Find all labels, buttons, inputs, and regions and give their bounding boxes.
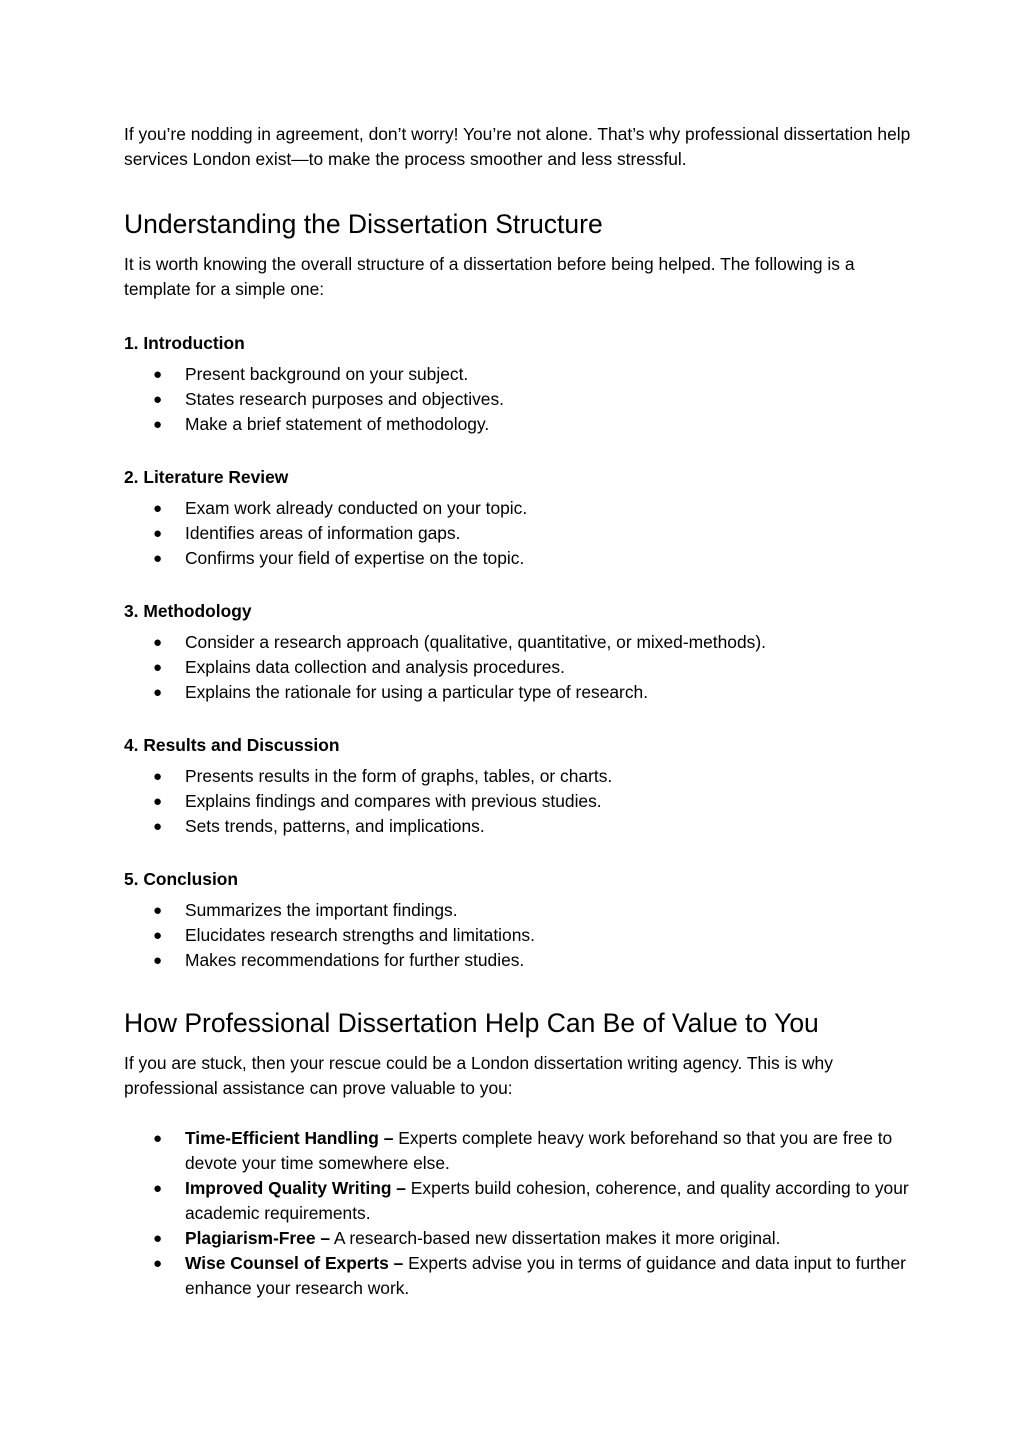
list-item-text: Present background on your subject. [185, 364, 469, 384]
list-item-text: Explains findings and compares with previous studies. [185, 791, 602, 811]
list-item-label: Wise Counsel of Experts – [185, 1253, 404, 1273]
list-item-text: Explains the rationale for using a particular type of research. [185, 682, 649, 702]
list-item-text: Exam work already conducted on your topic. [185, 498, 528, 518]
bullet-icon: ● [153, 927, 163, 944]
list-item [124, 1251, 914, 1301]
bullet-icon: ● [153, 1230, 163, 1247]
bullet-icon: ● [153, 634, 163, 651]
section-introduction [124, 331, 914, 437]
list-item [124, 362, 914, 387]
list-item [124, 546, 914, 571]
list-item [124, 814, 914, 839]
list-item-text: Presents results in the form of graphs, tables, or charts. [185, 766, 613, 786]
bullet-icon: ● [153, 818, 163, 835]
list-item [124, 630, 914, 655]
list-item-text: Makes recommendations for further studies. [185, 950, 525, 970]
list-item-text: Sets trends, patterns, and implications. [185, 816, 485, 836]
bullet-icon: ● [153, 793, 163, 810]
value-paragraph: If you are stuck, then your rescue could be a London dissertation writing agency. This is why professional assistance can prove valuable to you: [124, 1053, 833, 1098]
list-item [124, 1176, 914, 1226]
section-title: 1. Introduction [124, 333, 245, 353]
list-item-text: Experts complete heavy work beforehand so that you are free to devote your time somewhere else. [185, 1128, 893, 1173]
bullet-icon: ● [153, 366, 163, 383]
list-item [124, 521, 914, 546]
structure-heading: Understanding the Dissertation Structure [124, 209, 603, 239]
section-title: 3. Methodology [124, 601, 252, 621]
list-item [124, 680, 914, 705]
bullet-icon: ● [153, 391, 163, 408]
section-list [124, 898, 914, 973]
value-heading: How Professional Dissertation Help Can Be of Value to You [124, 1008, 819, 1038]
section-conclusion [124, 867, 914, 973]
bullet-icon: ● [153, 416, 163, 433]
list-item [124, 898, 914, 923]
section-title: 4. Results and Discussion [124, 735, 340, 755]
section-title: 2. Literature Review [124, 467, 289, 487]
list-item-label: Plagiarism-Free – [185, 1228, 330, 1248]
bullet-icon: ● [153, 1130, 163, 1147]
list-item-text: Explains data collection and analysis procedures. [185, 657, 565, 677]
section-list [124, 496, 914, 571]
section-title: 5. Conclusion [124, 869, 239, 889]
list-item-text: Summarizes the important findings. [185, 900, 458, 920]
section-methodology [124, 599, 914, 705]
list-item [124, 764, 914, 789]
bullet-icon: ● [153, 952, 163, 969]
list-item [124, 496, 914, 521]
list-item [124, 412, 914, 437]
list-item-text: Consider a research approach (qualitative, quantitative, or mixed-methods). [185, 632, 766, 652]
list-item-text: States research purposes and objectives. [185, 389, 505, 409]
section-list [124, 764, 914, 839]
bullet-icon: ● [153, 1180, 163, 1197]
list-item-text: Identifies areas of information gaps. [185, 523, 461, 543]
list-item [124, 1226, 914, 1251]
list-item-text: Experts build cohesion, coherence, and quality according to your academic requirements. [185, 1178, 909, 1223]
bullet-icon: ● [153, 500, 163, 517]
bullet-icon: ● [153, 525, 163, 542]
list-item [124, 655, 914, 680]
section-list [124, 630, 914, 705]
section-list [124, 362, 914, 437]
bullet-icon: ● [153, 1255, 163, 1272]
list-item-text: Confirms your field of expertise on the topic. [185, 548, 525, 568]
list-item [124, 1126, 914, 1176]
list-item [124, 948, 914, 973]
list-item [124, 923, 914, 948]
bullet-icon: ● [153, 550, 163, 567]
bullet-icon: ● [153, 659, 163, 676]
section-results-discussion [124, 733, 914, 839]
list-item-text: Make a brief statement of methodology. [185, 414, 490, 434]
bullet-icon: ● [153, 902, 163, 919]
list-item-label: Improved Quality Writing – [185, 1178, 406, 1198]
list-item [124, 789, 914, 814]
value-list [124, 1126, 914, 1301]
bullet-icon: ● [153, 768, 163, 785]
bullet-icon: ● [153, 684, 163, 701]
list-item-text: A research-based new dissertation makes it more original. [330, 1228, 781, 1248]
list-item-label: Time-Efficient Handling – [185, 1128, 394, 1148]
list-item-text: Experts advise you in terms of guidance and data input to further enhance your research work. [185, 1253, 906, 1298]
intro-paragraph: If you’re nodding in agreement, don’t worry! You’re not alone. That’s why professional dissertation help services London exist—to make the process smoother and less stressful. [124, 124, 911, 169]
section-literature-review [124, 465, 914, 571]
list-item [124, 387, 914, 412]
structure-paragraph: It is worth knowing the overall structure of a dissertation before being helped. The following is a template for a simple one: [124, 254, 855, 299]
list-item-text: Elucidates research strengths and limitations. [185, 925, 535, 945]
document-page [124, 122, 914, 1301]
